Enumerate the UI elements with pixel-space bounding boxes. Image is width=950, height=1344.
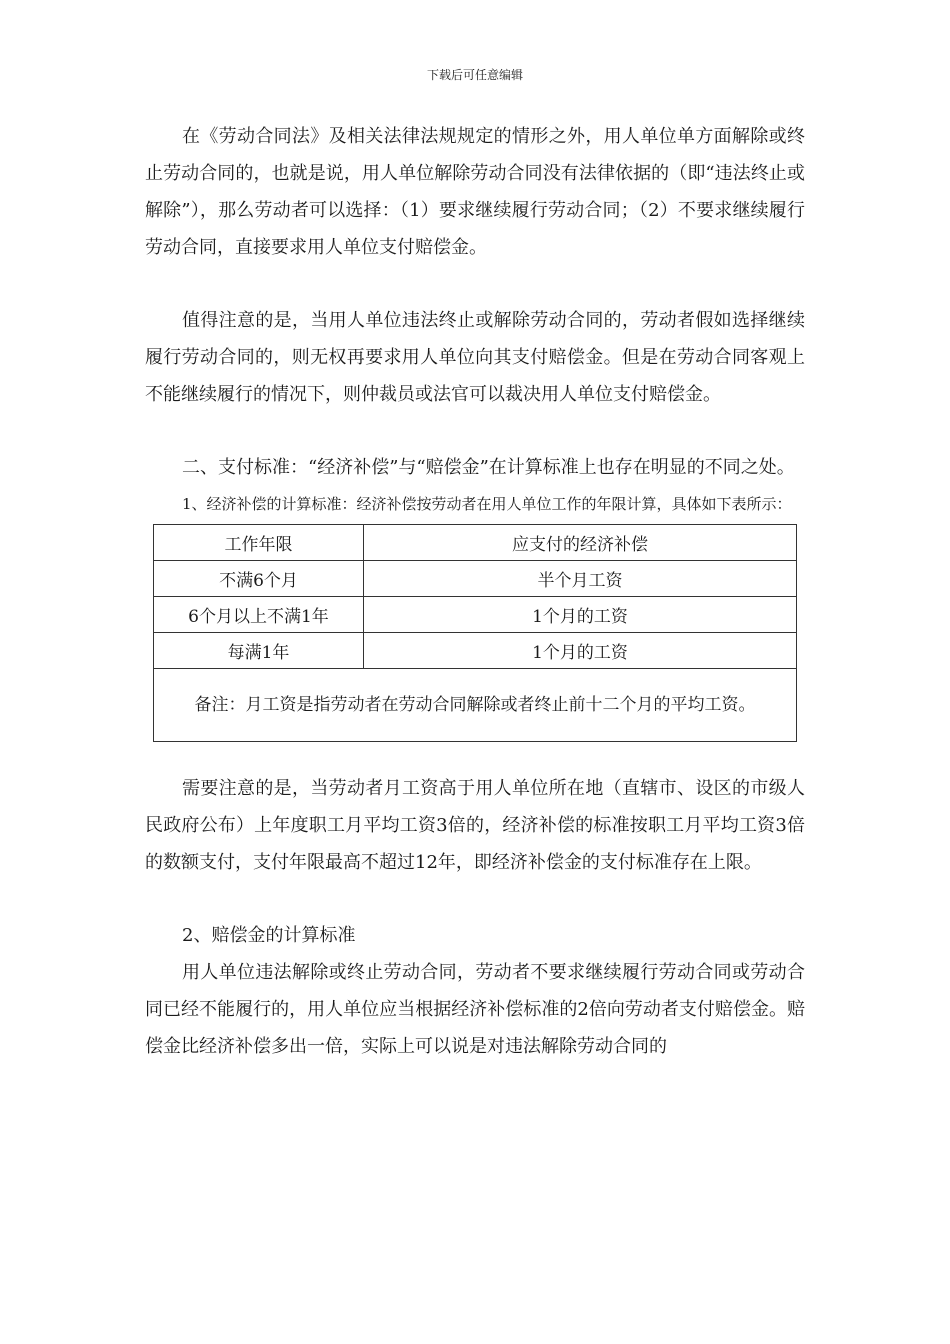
table-cell: 1个月的工资 [364,597,797,633]
table-cell: 6个月以上不满1年 [154,597,364,633]
spacer [145,881,805,917]
table-cell: 不满6个月 [154,561,364,597]
table-row [154,561,797,597]
document-body [145,118,805,1065]
table-header-cell: 工作年限 [154,525,364,561]
table-cell: 1个月的工资 [364,633,797,669]
spacer [145,742,805,770]
table-cell: 半个月工资 [364,561,797,597]
paragraph-note-continue-contract: 值得注意的是，当用人单位违法终止或解除劳动合同的，劳动者假如选择继续履行劳动合同的，则无权再要求用人单位向其支付赔偿金。但是在劳动合同客观上不能继续履行的情况下，则仲裁员或法官可以裁决用人单位支付赔偿金。 [145,310,805,405]
spacer [145,266,805,302]
section-heading-payment-standard: 二、支付标准：“经济补偿”与“赔偿金”在计算标准上也存在明显的不同之处。 [182,457,795,478]
section-heading-damages-standard: 2、赔偿金的计算标准 [182,925,356,946]
table-note-row [154,669,797,742]
paragraph-compensation-cap: 需要注意的是，当劳动者月工资高于用人单位所在地（直辖市、设区的市级人民政府公布）上年度职工月平均工资3倍的，经济补偿的标准按职工月平均工资3倍的数额支付，支付年限最高不超过12年，即经济补偿金的支付标准存在上限。 [145,778,805,873]
paragraph-damages-standard: 用人单位违法解除或终止劳动合同，劳动者不要求继续履行劳动合同或劳动合同已经不能履行的，用人单位应当根据经济补偿标准的2倍向劳动者支付赔偿金。赔偿金比经济补偿多出一倍，实际上可以说是对违法解除劳动合同的 [145,962,805,1057]
spacer [145,413,805,449]
compensation-table [153,524,797,742]
table-header-row [154,525,797,561]
table-cell: 每满1年 [154,633,364,669]
page-header: 下载后可任意编辑 [426,68,523,82]
table-note: 备注：月工资是指劳动者在劳动合同解除或者终止前十二个月的平均工资。 [154,669,797,742]
paragraph-compensation-standard: 1、经济补偿的计算标准：经济补偿按劳动者在用人单位工作的年限计算，具体如下表所示： [182,495,792,513]
paragraph-illegal-termination: 在《劳动合同法》及相关法律法规规定的情形之外，用人单位单方面解除或终止劳动合同的，也就是说，用人单位解除劳动合同没有法律依据的（即“违法终止或解除”），那么劳动者可以选择：（1）要求继续履行劳动合同；（2）不要求继续履行劳动合同，直接要求用人单位支付赔偿金。 [145,126,805,258]
table-row [154,633,797,669]
table-header-cell: 应支付的经济补偿 [364,525,797,561]
table-row [154,597,797,633]
